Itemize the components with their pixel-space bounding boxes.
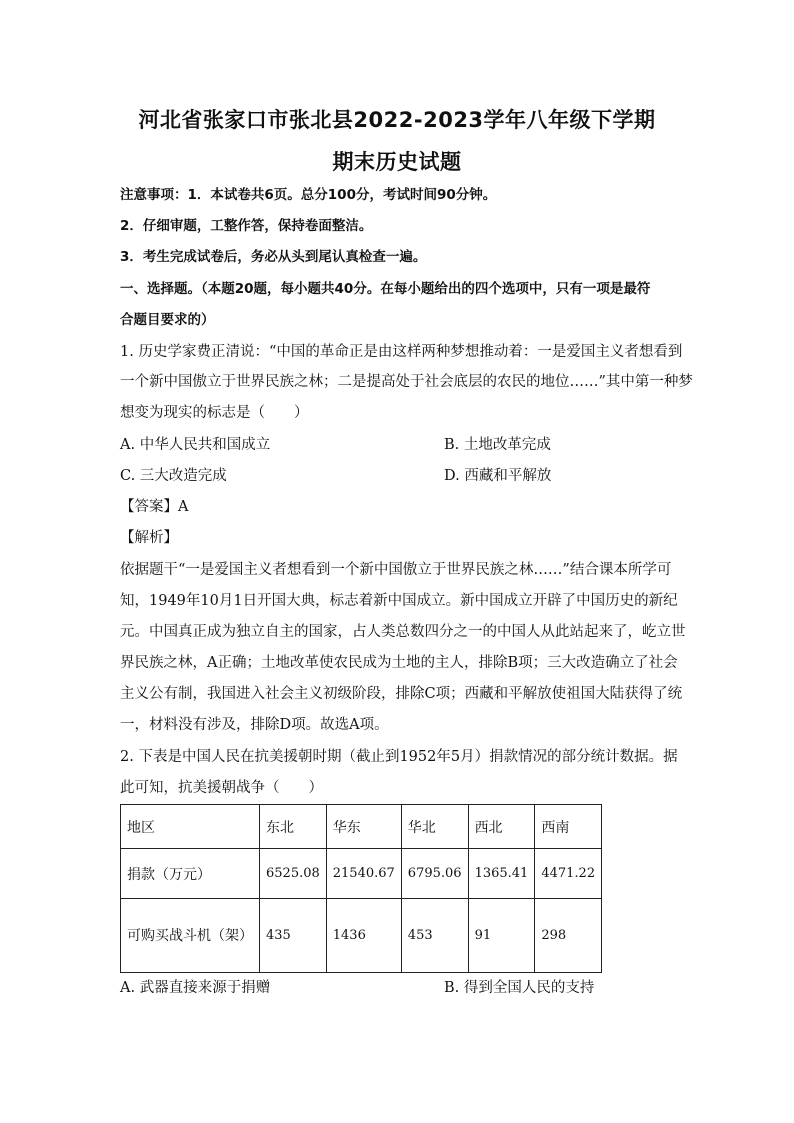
donation-table — [120, 804, 602, 973]
table-cell: 华东 — [326, 805, 401, 849]
table-cell: 捐款（万元） — [121, 849, 260, 899]
q1-option-a: A. 中华人民共和国成立 — [120, 437, 271, 453]
q1-analysis-label: 【解析】 — [120, 530, 178, 546]
q1-analysis-line4: 界民族之林，A正确；土地改革使农民成为土地的主人，排除B项；三大改造确立了社会 — [120, 655, 678, 671]
table-cell: 可购买战斗机（架） — [121, 899, 260, 973]
table-cell: 6795.06 — [401, 849, 468, 899]
note-2: 2．仔细审题，工整作答，保持卷面整洁。 — [120, 218, 373, 234]
q1-analysis-line6: 一，材料没有涉及，排除D项。故选A项。 — [120, 717, 389, 733]
table-cell: 6525.08 — [260, 849, 327, 899]
table-cell: 435 — [260, 899, 327, 973]
q1-option-d: D. 西藏和平解放 — [444, 468, 552, 484]
table-cell: 4471.22 — [535, 849, 602, 899]
note-1: 注意事项：1．本试卷共6页。总分100分，考试时间90分钟。 — [120, 187, 497, 203]
table-cell: 地区 — [121, 805, 260, 849]
q2-stem-line1: 2. 下表是中国人民在抗美援朝时期（截止到1952年5月）捐款情况的部分统计数据。据 — [120, 749, 678, 765]
table-cell: 298 — [535, 899, 602, 973]
q1-option-b: B. 土地改革完成 — [444, 437, 551, 453]
table-cell: 1436 — [326, 899, 401, 973]
q1-analysis-line3: 元。中国真正成为独立自主的国家，占人类总数四分之一的中国人从此站起来了，屹立世 — [120, 624, 686, 640]
q1-stem-line2: 一个新中国傲立于世界民族之林；二是提高处于社会底层的农民的地位……”其中第一种梦 — [120, 374, 693, 390]
q2-option-a: A. 武器直接来源于捐赠 — [120, 980, 271, 996]
q1-option-c: C. 三大改造完成 — [120, 468, 227, 484]
table-cell: 453 — [401, 899, 468, 973]
q2-stem-line2: 此可知，抗美援朝战争（ ） — [120, 780, 323, 796]
table-cell: 西北 — [468, 805, 535, 849]
table-cell: 西南 — [535, 805, 602, 849]
q1-analysis-line5: 主义公有制，我国进入社会主义初级阶段，排除C项；西藏和平解放使祖国大陆获得了统 — [120, 686, 683, 702]
table-cell: 91 — [468, 899, 535, 973]
q1-stem-line3: 想变为现实的标志是（ ） — [120, 405, 309, 421]
q2-option-b: B. 得到全国人民的支持 — [444, 980, 595, 996]
table-cell: 21540.67 — [326, 849, 401, 899]
note-3: 3．考生完成试卷后，务必从头到尾认真检查一遍。 — [120, 249, 427, 265]
table-cell: 1365.41 — [468, 849, 535, 899]
table-cell: 东北 — [260, 805, 327, 849]
table-header-row — [121, 805, 602, 849]
q1-stem-line1: 1. 历史学家费正清说：“中国的革命正是由这样两种梦想推动着：一是爱国主义者想看到 — [120, 344, 683, 360]
table-row — [121, 899, 602, 973]
doc-title-line1: 河北省张家口市张北县2022-2023学年八年级下学期 — [138, 108, 656, 132]
section-heading-line2: 合题目要求的） — [120, 312, 215, 328]
q1-analysis-line2: 知，1949年10月1日开国大典，标志着新中国成立。新中国成立开辟了中国历史的新纪 — [120, 593, 678, 609]
section-heading-line1: 一、选择题。（本题20题，每小题共40分。在每小题给出的四个选项中，只有一项是最符 — [120, 281, 651, 297]
q1-answer: 【答案】A — [120, 499, 189, 515]
q1-analysis-line1: 依据题干“一是爱国主义者想看到一个新中国傲立于世界民族之林……”结合课本所学可 — [120, 562, 672, 578]
doc-title-line2: 期末历史试题 — [332, 150, 462, 174]
table-row — [121, 849, 602, 899]
table-cell: 华北 — [401, 805, 468, 849]
